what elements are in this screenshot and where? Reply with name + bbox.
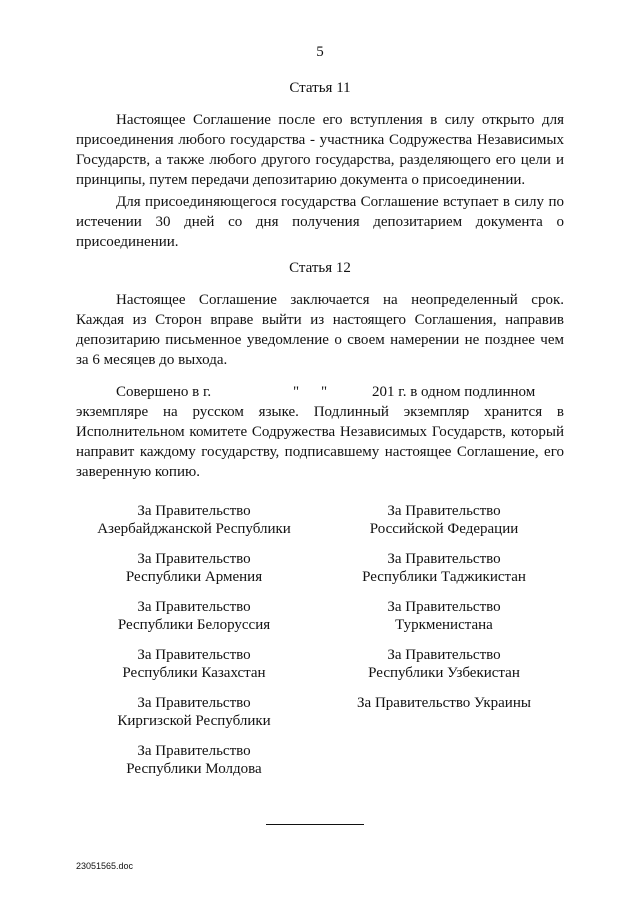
signature-line-2: Киргизской Республики	[117, 713, 271, 729]
signature-block-kyrgyzstan	[64, 694, 324, 730]
signature-line-1: За Правительство	[387, 503, 501, 519]
signature-block-azerbaijan	[64, 502, 324, 538]
article-11-title: Статья 11	[289, 80, 351, 96]
signature-line-2: Республики Белоруссия	[117, 617, 271, 633]
signature-line-2: Республики Таджикистан	[362, 569, 526, 585]
signature-block-kazakhstan	[64, 646, 324, 682]
signature-line-1: За Правительство	[137, 743, 251, 759]
signature-line-2: Туркменистана	[395, 617, 493, 633]
footer-filename: 23051565.doc	[76, 861, 134, 871]
article-11-paragraph-2: Для присоединяющегося государства Соглашение вступает в силу по истечении 30 дней со дня получения депозитарием документа о присоединении.	[76, 194, 564, 250]
completion-quote-open: "	[293, 384, 300, 400]
signature-block-russia	[314, 502, 574, 538]
signature-line-2: Российской Федерации	[369, 521, 519, 537]
closing-rule	[266, 824, 364, 825]
completion-quote-close: "	[321, 384, 328, 400]
signature-line-1: За Правительство	[137, 503, 251, 519]
completion-rest-text: экземпляре на русском языке. Подлинный экземпляр хранится в Исполнительном комитете Содружества Независимых Государств, который направит каждому государству, подписавшему настоящее Соглашение, его заверенную копию.	[76, 404, 564, 480]
signature-block-uzbekistan	[314, 646, 574, 682]
page-number: 5	[316, 44, 324, 60]
signature-line-1: За Правительство	[387, 599, 501, 615]
signature-line-1: За Правительство Украины	[357, 695, 531, 711]
signature-line-2: Республики Узбекистан	[368, 665, 520, 681]
signature-line-1: За Правительство	[137, 695, 251, 711]
signature-block-moldova	[64, 742, 324, 778]
completion-paragraph	[76, 382, 564, 482]
signature-line-1: За Правительство	[137, 599, 251, 615]
signature-line-1: За Правительство	[387, 647, 501, 663]
article-12-title: Статья 12	[289, 260, 351, 276]
article-11-paragraph-1: Настоящее Соглашение после его вступления в силу открыто для присоединения любого государства - участника Содружества Независимых Государств, а также любого другого государства, разделяющего его цели и принципы, путем передачи депозитарию документа о присоединении.	[76, 112, 564, 188]
signature-line-2: Азербайджанской Республики	[97, 521, 291, 537]
signature-block-turkmenistan	[314, 598, 574, 634]
signature-block-armenia	[64, 550, 324, 586]
article-12-paragraph-1: Настоящее Соглашение заключается на неопределенный срок. Каждая из Сторон вправе выйти из настоящего Соглашения, направив депозитарию письменное уведомление о своем намерении не позднее чем за 6 месяцев до выхода.	[76, 292, 564, 368]
signature-line-1: За Правительство	[137, 551, 251, 567]
signature-line-2: Республики Молдова	[126, 761, 262, 777]
signature-block-tajikistan	[314, 550, 574, 586]
signature-line-1: За Правительство	[387, 551, 501, 567]
signature-line-1: За Правительство	[137, 647, 251, 663]
signature-block-ukraine	[314, 694, 574, 712]
signature-line-2: Республики Армения	[125, 569, 263, 585]
signature-line-2: Республики Казахстан	[122, 665, 266, 681]
completion-place-label: Совершено в г.	[116, 384, 212, 400]
signature-block-belarus	[64, 598, 324, 634]
completion-year-text: 201 г. в одном подлинном	[372, 384, 536, 400]
